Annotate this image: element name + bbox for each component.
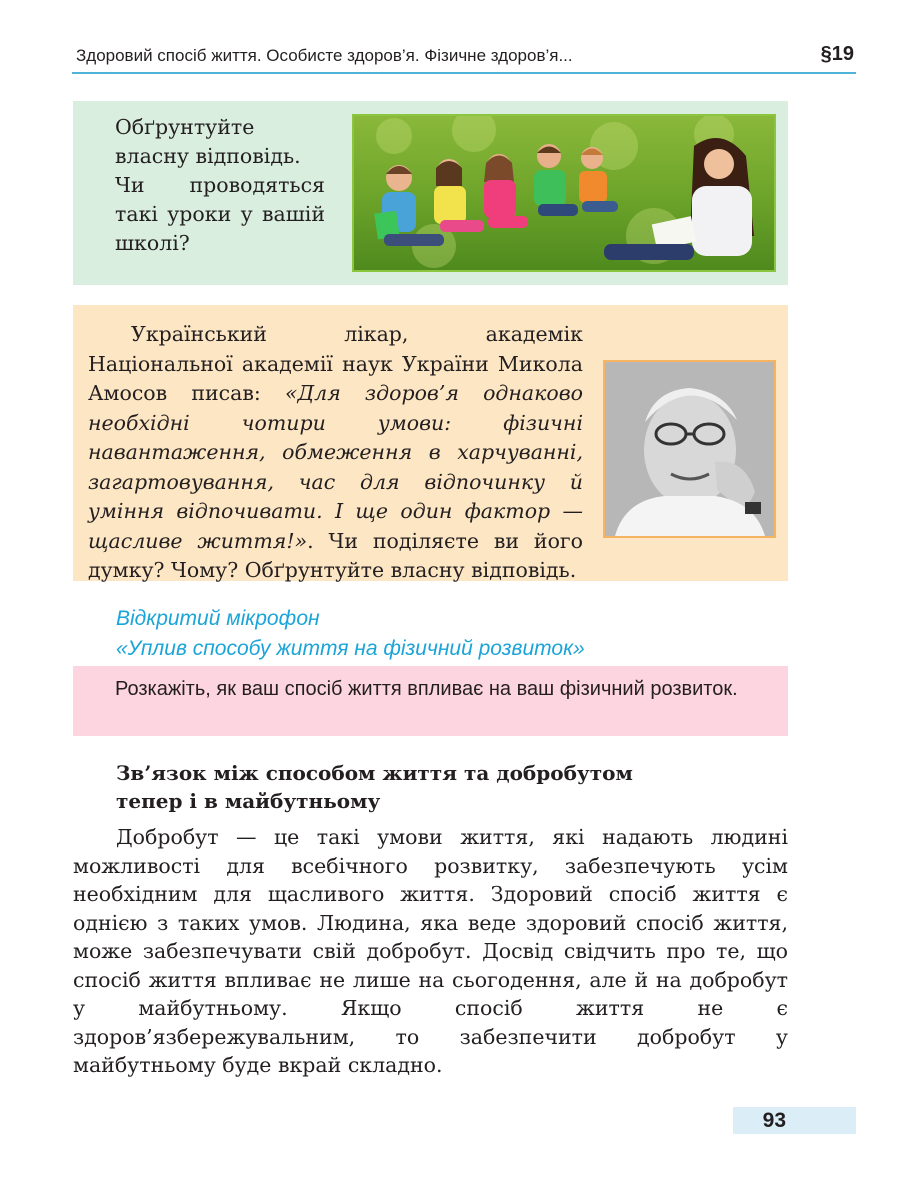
quote-intro: Український лікар, академік Національної академії наук України Микола Амосов писав: bbox=[88, 322, 583, 405]
open-microphone-heading bbox=[116, 604, 585, 664]
amosov-quote: «Для здоров’я однаково необхідні чотири умови: фізичні навантаження, обмеження в харчуванні, загартовування, час для відпочинку й уміння відпочивати. І ще один фактор — щасливе життя!» bbox=[88, 381, 583, 553]
page-header bbox=[72, 40, 856, 74]
page-number-bar bbox=[733, 1107, 856, 1134]
microphone-topic: «Уплив способу життя на фізичний розвиток» bbox=[116, 637, 585, 660]
section-heading bbox=[116, 759, 676, 815]
heading-line-2: тепер і в майбутньому bbox=[116, 789, 381, 813]
header-title: Здоровий спосіб життя. Особисте здоров’я. Фізичне здоров’я... bbox=[76, 46, 573, 65]
portrait-illustration bbox=[605, 362, 774, 536]
justify-prompt: Обґрунтуйте власну відповідь. bbox=[115, 115, 301, 168]
children-reading-illustration bbox=[354, 116, 774, 270]
task-text: Розкажіть, як ваш спосіб життя впливає на ваш фізичний розвиток. bbox=[115, 678, 738, 700]
amosov-quote-text bbox=[88, 320, 583, 586]
amosov-portrait bbox=[603, 360, 776, 538]
section-number: §19 bbox=[820, 43, 854, 65]
microphone-label: Відкритий мікрофон bbox=[116, 607, 320, 630]
lesson-question: Чи проводяться такі уроки у вашій школі? bbox=[115, 173, 325, 255]
discussion-box bbox=[73, 101, 788, 285]
heading-line-1: Зв’язок між способом життя та добробутом bbox=[116, 761, 633, 785]
quote-box bbox=[73, 305, 788, 581]
children-reading-photo bbox=[352, 114, 776, 272]
quote-question: . Чи поділяєте ви його думку? Чому? Обґрунтуйте власну відповідь. bbox=[88, 528, 583, 582]
page-number: 93 bbox=[762, 1109, 786, 1132]
discussion-question bbox=[115, 113, 325, 258]
task-box bbox=[73, 666, 788, 736]
body-paragraph: Добробут — це такі умови життя, які надають людині можливості для всебічного розвитку, забезпечують усім необхідним для щасливого життя. Здоровий спосіб життя є однією з таких умов. Людина, яка веде здоровий спосіб життя, може забезпечувати свій добробут. Досвід свідчить про те, що спосіб життя впливає не лише на сьогодення, але й на добробут у майбутньому. Якщо спосіб життя не є здоров’язбережувальним, то забезпечити добробут у майбутньому буде вкрай складно. bbox=[73, 825, 788, 1077]
